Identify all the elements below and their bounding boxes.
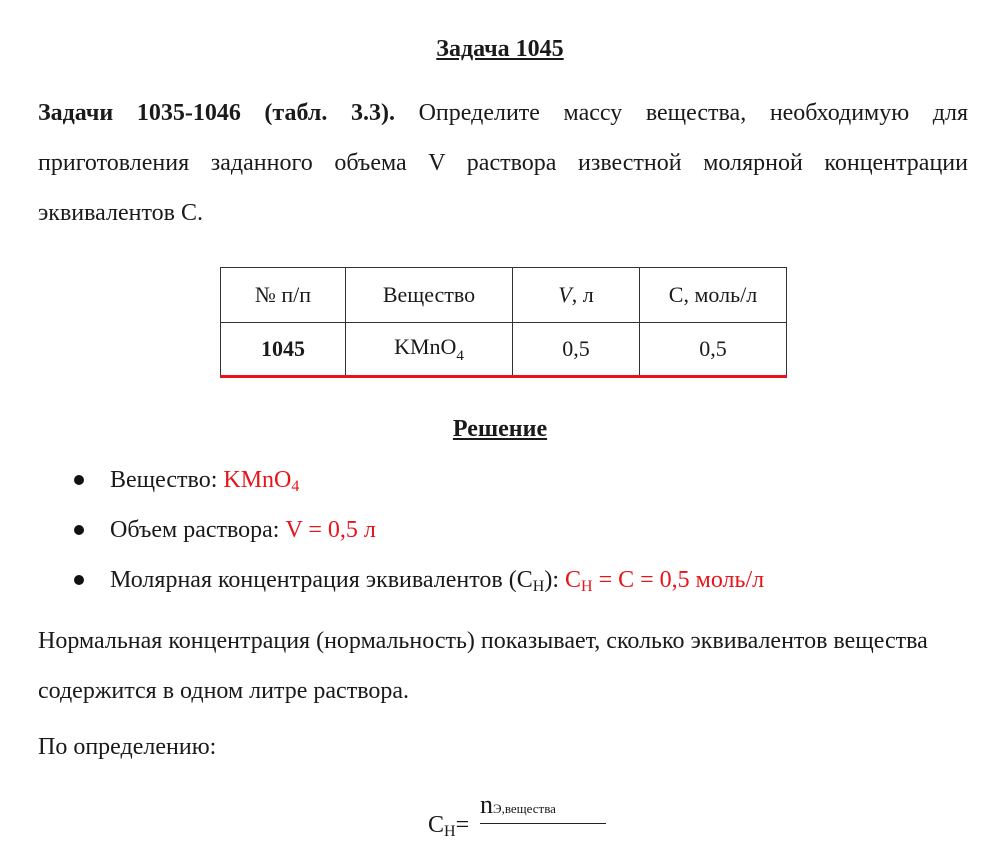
bullet-value-subscript: 4 [291, 478, 300, 495]
bullet-label: Объем раствора: [110, 517, 286, 543]
solution-heading: Решение [452, 416, 548, 442]
bullet-dot [74, 475, 84, 485]
formula-numerator-symbol: n [480, 790, 493, 819]
formula-equals: = [455, 812, 470, 838]
header-number: № п/п [221, 268, 346, 323]
header-volume-unit: , л [571, 282, 594, 307]
bullet-value-subscript: Н [581, 578, 593, 595]
formula-lhs-subscript: Н [444, 823, 456, 840]
bullet-value-main: KMnO [223, 467, 292, 493]
bullet-label-subscript: Н [532, 578, 545, 595]
cell-concentration: 0,5 [640, 323, 787, 377]
definition-paragraph: По определению: [38, 734, 217, 760]
task-statement-text: Определите массу вещества, необходимую для приготовления заданного объема V раствора известной молярной концентрации эквивалентов С. [38, 100, 969, 226]
data-table [220, 267, 787, 378]
table-row [221, 323, 787, 377]
header-volume [513, 268, 640, 323]
cell-substance [346, 323, 513, 377]
task-statement [38, 88, 968, 238]
bullet-value-end: = С = 0,5 моль/л [592, 567, 765, 593]
given-list [0, 458, 764, 608]
task-statement-bold: Задачи 1035-1046 (табл. 3.3). [38, 100, 395, 126]
bullet-value-main: С [565, 567, 582, 593]
table-header-row [221, 268, 787, 323]
task-title: Задача 1045 [436, 36, 564, 62]
list-item [0, 558, 764, 608]
header-concentration: C, моль/л [640, 268, 787, 323]
formula-numerator [480, 790, 556, 820]
bullet-label: Молярная концентрация эквивалентов (С [110, 567, 533, 593]
formula-numerator-subscript: Э,вещества [493, 801, 556, 816]
header-substance: Вещество [346, 268, 513, 323]
cell-substance-subscript: 4 [456, 347, 464, 364]
header-volume-symbol: V [558, 282, 572, 307]
bullet-value [223, 467, 299, 493]
bullet-label: Вещество: [110, 467, 224, 493]
formula-lhs-symbol: C [428, 812, 445, 838]
cell-substance-formula: KMnO [394, 333, 457, 359]
fraction-bar [480, 823, 606, 824]
cell-volume: 0,5 [513, 323, 640, 377]
bullet-value [565, 567, 764, 593]
normality-paragraph: Нормальная концентрация (нормальность) показывает, сколько эквивалентов вещества содержится в одном литре раствора. [38, 628, 928, 704]
bullet-value: V = 0,5 л [285, 517, 376, 543]
cell-number: 1045 [221, 323, 346, 377]
bullet-dot [74, 525, 84, 535]
bullet-label-end: ): [544, 567, 565, 593]
list-item [0, 458, 764, 508]
bullet-dot [74, 575, 84, 585]
list-item [0, 508, 764, 558]
